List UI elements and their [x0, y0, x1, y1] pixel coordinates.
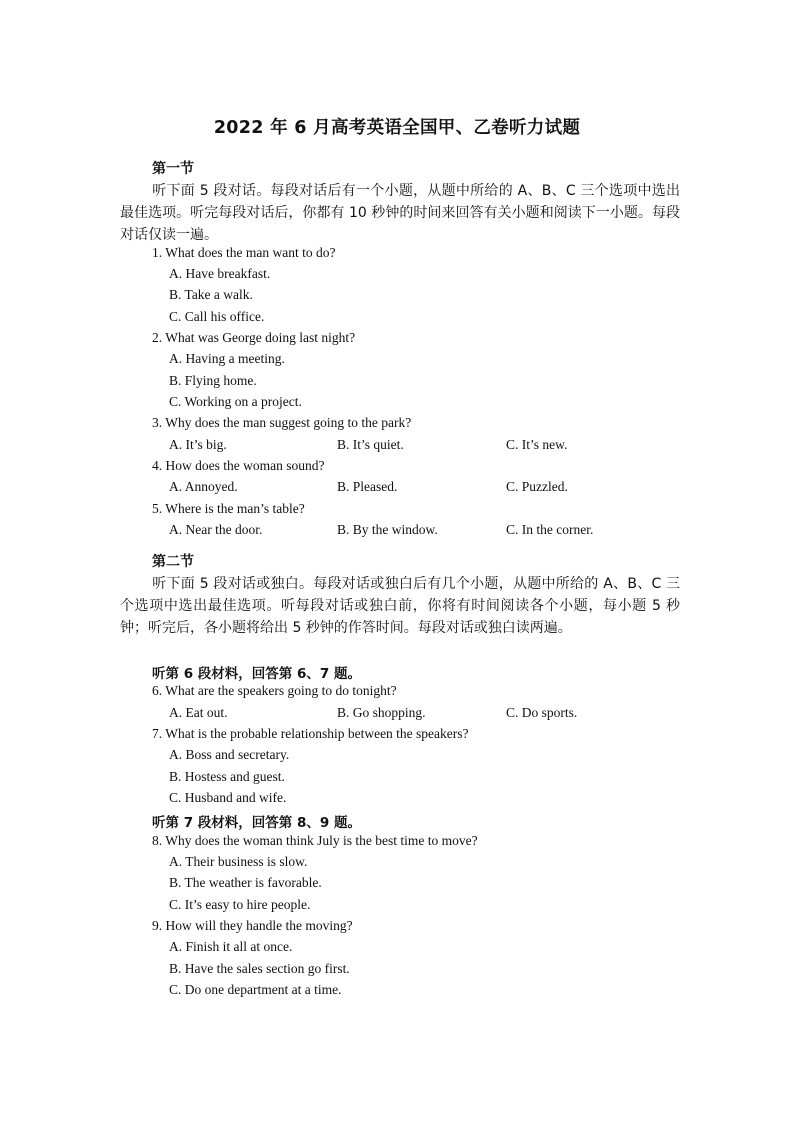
section1-instructions-text: 听下面 5 段对话。每段对话后有一个小题，从题中所给的 A、B、C 三个选项中选出最佳选项。听完每段对话后，你都有 10 秒钟的时间来回答有关小题和阅读下一小题。每段对话仅读一遍。 — [120, 183, 680, 243]
question-7: 7. What is the probable relationship between the speakers? — [152, 726, 469, 741]
q9-option-b: B. Have the sales section go first. — [169, 961, 350, 976]
q4-option-a: A. Annoyed. — [169, 479, 238, 494]
question-2: 2. What was George doing last night? — [152, 330, 356, 345]
material-6-label: 听第 6 段材料，回答第 6、7 题。 — [152, 666, 361, 682]
q1-option-b: B. Take a walk. — [169, 287, 253, 302]
q9-option-a: A. Finish it all at once. — [169, 939, 293, 954]
section2-instructions — [120, 573, 680, 639]
q1-option-c: C. Call his office. — [169, 309, 265, 324]
q2-option-c: C. Working on a project. — [169, 394, 302, 409]
question-3: 3. Why does the man suggest going to the park? — [152, 415, 412, 430]
section1-heading: 第一节 — [152, 161, 194, 177]
q7-option-b: B. Hostess and guest. — [169, 769, 285, 784]
q3-option-a: A. It’s big. — [169, 437, 227, 452]
q5-option-c: C. In the corner. — [506, 522, 594, 537]
q4-option-c: C. Puzzled. — [506, 479, 568, 494]
q7-option-c: C. Husband and wife. — [169, 790, 287, 805]
q6-option-b: B. Go shopping. — [337, 705, 426, 720]
question-1: 1. What does the man want to do? — [152, 245, 336, 260]
q8-option-c: C. It’s easy to hire people. — [169, 897, 311, 912]
q9-option-c: C. Do one department at a time. — [169, 982, 342, 997]
page-title: 2022 年 6 月高考英语全国甲、乙卷听力试题 — [213, 118, 581, 138]
q8-option-a: A. Their business is slow. — [169, 854, 308, 869]
q2-option-b: B. Flying home. — [169, 373, 257, 388]
q6-option-c: C. Do sports. — [506, 705, 578, 720]
q3-option-c: C. It’s new. — [506, 437, 568, 452]
material-7-label: 听第 7 段材料，回答第 8、9 题。 — [152, 815, 361, 831]
question-9: 9. How will they handle the moving? — [152, 918, 353, 933]
q5-option-b: B. By the window. — [337, 522, 438, 537]
q2-option-a: A. Having a meeting. — [169, 351, 285, 366]
question-6: 6. What are the speakers going to do tonight? — [152, 683, 397, 698]
section2-instructions-text: 听下面 5 段对话或独白。每段对话或独白后有几个小题，从题中所给的 A、B、C 三个选项中选出最佳选项。听每段对话或独白前，你将有时间阅读各个小题，每小题 5 秒钟；听完后，各小题将给出 5 秒钟的作答时间。每段对话或独白读两遍。 — [120, 576, 680, 636]
section2-heading: 第二节 — [152, 554, 194, 570]
q4-option-b: B. Pleased. — [337, 479, 398, 494]
q8-option-b: B. The weather is favorable. — [169, 875, 322, 890]
q5-option-a: A. Near the door. — [169, 522, 263, 537]
q1-option-a: A. Have breakfast. — [169, 266, 271, 281]
question-8: 8. Why does the woman think July is the best time to move? — [152, 833, 478, 848]
question-4: 4. How does the woman sound? — [152, 458, 325, 473]
section1-instructions — [120, 180, 680, 246]
q7-option-a: A. Boss and secretary. — [169, 747, 290, 762]
q6-option-a: A. Eat out. — [169, 705, 228, 720]
q3-option-b: B. It’s quiet. — [337, 437, 404, 452]
question-5: 5. Where is the man’s table? — [152, 501, 305, 516]
